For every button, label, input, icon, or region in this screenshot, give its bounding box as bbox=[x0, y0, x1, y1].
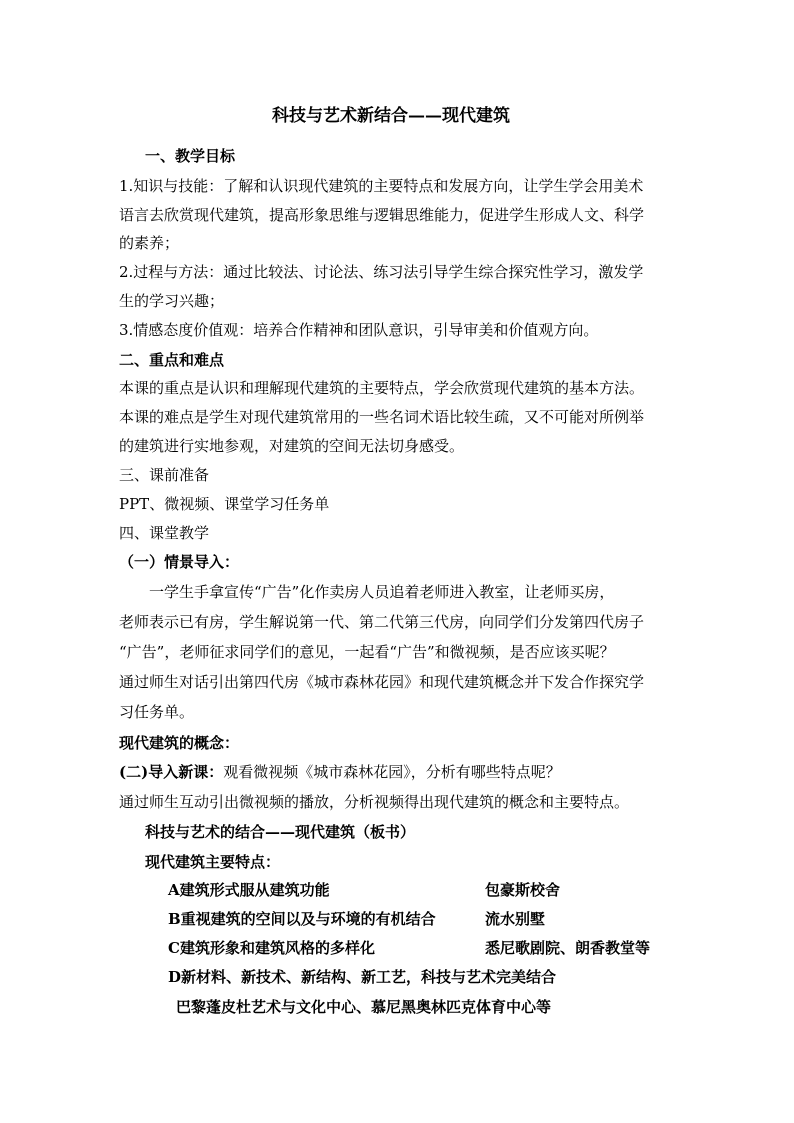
feature-example: 包豪斯校舍 bbox=[485, 881, 561, 899]
feature-example: 流水别墅 bbox=[485, 910, 546, 928]
subsection-new-lesson bbox=[119, 762, 561, 782]
section-heading-key-points: 二、重点和难点 bbox=[119, 351, 225, 369]
paragraph-line: 生的学习兴趣； bbox=[119, 292, 225, 310]
feature-d-examples: 巴黎蓬皮杜艺术与文化中心、慕尼黑奥林匹克体育中心等 bbox=[176, 998, 552, 1016]
paragraph-line: 通过师生互动引出微视频的播放，分析视频得出现代建筑的概念和主要特点。 bbox=[119, 793, 630, 811]
paragraph-line: 1.知识与技能：了解和认识现代建筑的主要特点和发展方向，让学生学会用美术 bbox=[119, 177, 644, 195]
paragraph-line: 习任务单。 bbox=[119, 703, 195, 721]
feature-example: 悉尼歌剧院、朗香教堂等 bbox=[485, 939, 651, 957]
paragraph-line: 语言去欣赏现代建筑，提高形象思维与逻辑思维能力，促进学生形成人文、科学 bbox=[119, 206, 645, 224]
paragraph-line: 的素养； bbox=[119, 234, 180, 252]
document-title: 科技与艺术新结合——现代建筑 bbox=[272, 106, 510, 126]
feature-item: D新材料、新技术、新结构、新工艺，科技与艺术完美结合 bbox=[168, 968, 557, 986]
feature-item: A建筑形式服从建筑功能 bbox=[168, 881, 330, 899]
paragraph-line: 3.情感态度价值观：培养合作精神和团队意识，引导审美和价值观方向。 bbox=[119, 321, 599, 339]
feature-item: B重视建筑的空间以及与环境的有机结合 bbox=[168, 910, 436, 928]
paragraph-line: “广告”，老师征求同学们的意见，一起看“广告”和微视频，是否应该买呢？ bbox=[119, 643, 615, 661]
subsection-label: (二)导入新课： bbox=[119, 763, 224, 781]
paragraph-line: PPT、微视频、课堂学习任务单 bbox=[119, 495, 330, 513]
paragraph-line: 老师表示已有房，学生解说第一代、第二代第三代房，向同学们分发第四代房子 bbox=[119, 613, 645, 631]
paragraph-line: 本课的重点是认识和理解现代建筑的主要特点，学会欣赏现代建筑的基本方法。 bbox=[119, 379, 645, 397]
paragraph-line: 2.过程与方法：通过比较法、讨论法、练习法引导学生综合探究性学习，激发学 bbox=[119, 263, 644, 281]
section-heading-preparation: 三、课前准备 bbox=[119, 466, 210, 484]
concept-heading: 现代建筑的概念： bbox=[119, 734, 240, 752]
paragraph-line: 的建筑进行实地参观，对建筑的空间无法切身感受。 bbox=[119, 437, 465, 455]
paragraph-line: 一学生手拿宣传“广告”化作卖房人员追着老师进入教室，让老师买房， bbox=[149, 583, 615, 601]
section-heading-objectives: 一、教学目标 bbox=[145, 147, 236, 165]
features-heading: 现代建筑主要特点： bbox=[145, 853, 281, 871]
board-title: 科技与艺术的结合——现代建筑（板书） bbox=[145, 823, 416, 841]
subsection-text: 观看微视频《城市森林花园》，分析有哪些特点呢？ bbox=[223, 763, 561, 781]
subsection-heading-intro: （一）情景导入： bbox=[119, 553, 240, 571]
feature-item: C建筑形象和建筑风格的多样化 bbox=[168, 939, 375, 957]
paragraph-line: 本课的难点是学生对现代建筑常用的一些名词术语比较生疏，又不可能对所例举 bbox=[119, 408, 645, 426]
paragraph-line: 通过师生对话引出第四代房《城市森林花园》和现代建筑概念并下发合作探究学 bbox=[119, 673, 645, 691]
section-heading-teaching: 四、课堂教学 bbox=[119, 524, 210, 542]
